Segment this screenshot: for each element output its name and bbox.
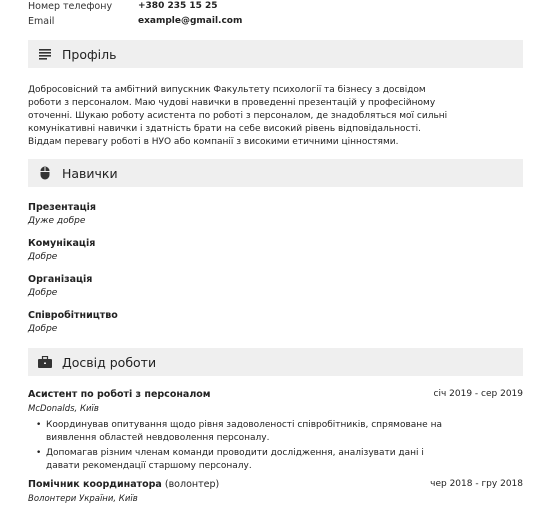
profile-section-header xyxy=(28,40,523,68)
experience-heading: Досвід роботи xyxy=(62,354,157,370)
skills-section-header xyxy=(28,159,523,187)
phone-label: Номер телефону xyxy=(28,1,113,12)
phone-value: +380 235 15 25 xyxy=(138,1,218,11)
mouse-icon xyxy=(38,166,52,180)
skill-level: Дуже добре xyxy=(28,216,86,226)
email-value[interactable]: example@gmail.com xyxy=(138,16,243,26)
job-bullet: • Допомагав різним членам команди проводити дослідження, аналізувати дані і давати рекомендації старшому персоналу. xyxy=(38,447,446,473)
skill-level: Добре xyxy=(28,252,58,262)
skill-name: Презентація xyxy=(28,202,97,213)
job-title: Помічник координатора (волонтер) xyxy=(28,479,220,490)
profile-text: Добросовісний та амбітний випускник Факультету психології та бізнесу з досвідом роботи з персоналом. Маю чудові навички в проведенні презентацій у професійному оточенні. Шукаю роботу асистента по роботі з персоналом, де знадобляться мої сильні комунікативні навички і здатність брати на себе високий рівень відповідальності. Віддам перевагу роботі в НУО або компанії з високими етичними цінностями. xyxy=(28,85,448,147)
profile-heading: Профіль xyxy=(62,46,117,62)
skill-level: Добре xyxy=(28,288,58,298)
job-bullet: • Координував опитування щодо рівня задоволеності співробітників, спрямоване на виявлення областей невдоволення персоналу. xyxy=(38,419,446,445)
skills-heading: Навички xyxy=(62,165,118,181)
skill-item xyxy=(28,201,96,228)
skill-level: Добре xyxy=(28,324,58,334)
job-bullets xyxy=(28,419,523,473)
job-entry xyxy=(28,479,523,505)
job-dates: січ 2019 - сер 2019 xyxy=(433,389,523,399)
paragraph-lines-icon xyxy=(38,47,52,61)
skill-name: Організація xyxy=(28,274,93,285)
experience-section-header xyxy=(28,348,523,376)
email-label: Email xyxy=(28,16,55,27)
skill-item xyxy=(28,273,92,300)
skill-name: Співробітництво xyxy=(28,310,118,321)
skill-name: Комунікація xyxy=(28,238,96,249)
skill-item xyxy=(28,309,118,336)
job-title: Асистент по роботі з персоналом xyxy=(28,389,211,400)
job-dates: чер 2018 - гру 2018 xyxy=(430,479,523,489)
job-company: Волонтери України, Київ xyxy=(28,494,138,504)
job-entry xyxy=(28,389,523,473)
job-company: McDonalds, Київ xyxy=(28,404,99,414)
briefcase-icon xyxy=(38,355,52,369)
skill-item xyxy=(28,237,95,264)
